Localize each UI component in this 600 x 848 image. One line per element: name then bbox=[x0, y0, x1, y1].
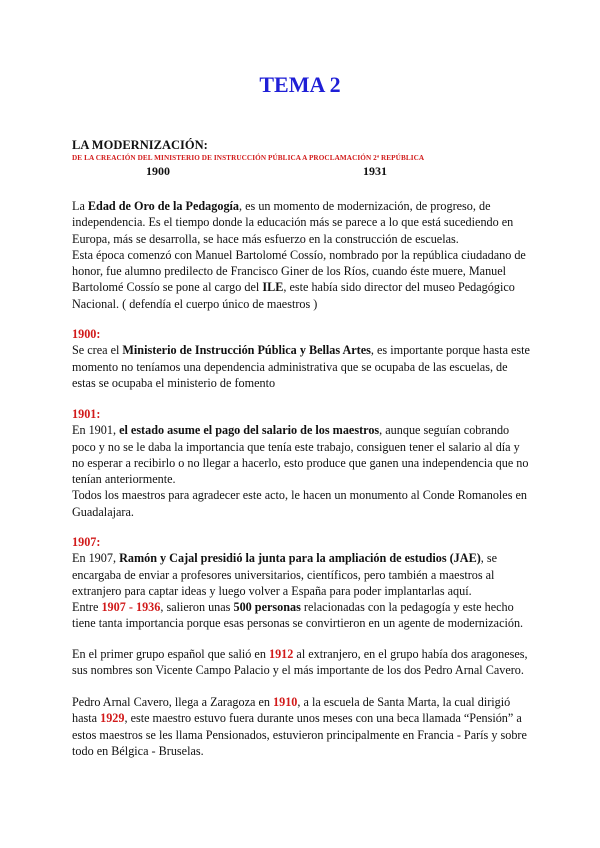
bold-term: el estado asume el pago del salario de los maestros bbox=[119, 423, 380, 438]
text-run: En 1907, bbox=[72, 551, 120, 566]
text-run: , se encargaba de enviar a profesores universitarios, científicos, pero también a maestros al extranjero para captar ideas y luego volver a España para poder implantarlas aquí. bbox=[72, 551, 498, 598]
text-run: , es importante porque hasta este momento no teníamos una dependencia administrativa que se ocupaba de las escuelas, de estas se ocupaba el ministerio de fomento bbox=[72, 343, 530, 390]
bold-term: Ramón y Cajal presidió la junta para la ampliación de estudios (JAE) bbox=[119, 551, 481, 566]
section-heading: LA MODERNIZACIÓN: bbox=[72, 138, 208, 152]
document-title: TEMA 2 bbox=[259, 72, 341, 97]
text-run: Pedro Arnal Cavero, llega a Zaragoza en bbox=[72, 695, 274, 709]
bold-term: Edad de Oro de la Pedagogía bbox=[87, 199, 240, 213]
text-run: En 1901, bbox=[72, 423, 120, 438]
bold-term: 500 personas bbox=[233, 600, 301, 615]
year-heading-1900: 1900: bbox=[72, 327, 101, 341]
paragraph-1900 bbox=[72, 342, 534, 391]
section-subheading: DE LA CREACIÓN DEL MINISTERIO DE INSTRUCCIÓN PÚBLICA A PROCLAMACIÓN 2ª REPÚBLICA bbox=[72, 154, 425, 163]
paragraph-cossio bbox=[72, 247, 534, 312]
bold-term: Ministerio de Instrucción Pública y Bellas Artes bbox=[122, 343, 371, 358]
paragraph-1907 bbox=[72, 550, 534, 599]
red-year: 1910 bbox=[273, 695, 298, 709]
section-1901 bbox=[72, 406, 534, 520]
red-year: 1929 bbox=[100, 711, 125, 726]
paragraph-pedro-arnal bbox=[72, 694, 534, 759]
text-run: , a la escuela de Santa Marta, la cual dirigió hasta bbox=[72, 695, 511, 726]
text-run: , es un momento de modernización, de progreso, de independencia. Es el tiempo donde la educación más se parece a lo que está sucediendo en Europa, más se desarrolla, se hace más esfuerzo en la construcción de escuelas. bbox=[72, 199, 514, 246]
intro-paragraph bbox=[72, 198, 534, 312]
text-run: Se crea el bbox=[72, 343, 123, 358]
text-run: al extranjero, en el grupo había dos aragoneses, sus nombres son Vicente Campo Palacio y el más importante de los dos Pedro Arnal Cavero. bbox=[72, 647, 528, 678]
text-run: Entre bbox=[72, 600, 102, 615]
year-heading-1907: 1907: bbox=[72, 535, 101, 549]
red-year: 1912 bbox=[268, 647, 294, 661]
section-1900 bbox=[72, 326, 534, 391]
paragraph-edad-de-oro bbox=[72, 198, 534, 247]
bold-term: ILE bbox=[262, 280, 284, 295]
red-year-range: 1907 - 1936 bbox=[101, 600, 161, 615]
text-run: La bbox=[72, 199, 88, 213]
text-run: , salieron unas bbox=[160, 600, 234, 615]
text-run: relacionadas con la pedagogía y este hecho tiene tanta importancia porque esas personas se convirtieron en un agente de modernización. bbox=[72, 600, 524, 631]
paragraph-monumento: Todos los maestros para agradecer este acto, le hacen un monumento al Conde Romanoles en Guadalajara. bbox=[72, 488, 528, 519]
year-range bbox=[72, 163, 534, 177]
text-run: , aunque seguían cobrando poco y no se le daba la importancia que tenía este trabajo, consiguen tener el salario al día y no esperar a recibirlo o no llegar a hacerlo, esto produce que ganen una independencia que no tenían anteriormente. bbox=[72, 423, 529, 487]
text-run: , este había sido director del museo Pedagógico Nacional. ( defendía el cuerpo único de maestros ) bbox=[72, 280, 515, 311]
text-run: Esta época comenzó con Manuel Bartolomé Cossío, nombrado por la república ciudadano de honor, fue alumno predilecto de Francisco Giner de los Ríos, cuando éste muere, Manuel Bartolomé Cossío se pone al cargo del bbox=[72, 247, 526, 295]
section-pedro-arnal bbox=[72, 694, 534, 759]
year-end: 1931 bbox=[363, 164, 387, 179]
text-run: , este maestro estuvo fuera durante unos meses con una beca llamada “Pensión” a estos maestros se les llama Pensionados, estuvieron principalmente en Francia - París y sobre todo en Bélgica - Bruselas. bbox=[72, 711, 527, 758]
year-start: 1900 bbox=[146, 164, 170, 179]
paragraph-1907-1936 bbox=[72, 599, 534, 632]
year-heading-1901: 1901: bbox=[72, 407, 101, 421]
text-run: En el primer grupo español que salió en bbox=[72, 647, 269, 661]
section-1912 bbox=[72, 646, 534, 679]
paragraph-1901 bbox=[72, 422, 534, 487]
paragraph-1912 bbox=[72, 646, 534, 679]
section-1907 bbox=[72, 534, 534, 632]
intro-section bbox=[72, 137, 534, 177]
